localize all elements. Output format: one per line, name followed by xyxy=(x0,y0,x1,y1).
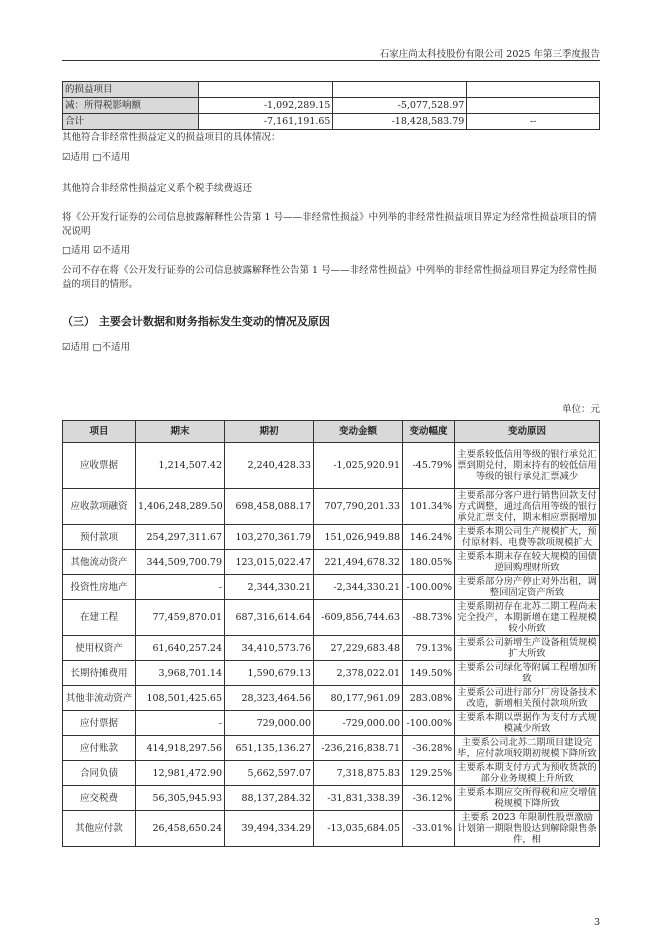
table-row xyxy=(63,600,600,636)
paragraph: 其他符合非经常性损益定义的损益项目的具体情况： xyxy=(62,132,281,143)
row-label: 合计 xyxy=(63,114,199,130)
item-name: 应收票据 xyxy=(63,443,136,489)
change-reason: 主要系本期应交所得税和应交增值税规模下降所致 xyxy=(455,786,600,811)
column-header: 变动金额 xyxy=(314,421,403,443)
item-name: 其他应付款 xyxy=(63,811,136,847)
value-cell: 80,177,961.09 xyxy=(314,686,403,711)
value-cell: 3,968,701.14 xyxy=(136,661,225,686)
cell xyxy=(333,82,467,98)
item-name: 预付款项 xyxy=(63,525,136,550)
value-cell: 26,458,650.24 xyxy=(136,811,225,847)
change-reason: 主要系本期支付方式为预收货款的部分业务规模上升所致 xyxy=(455,761,600,786)
value-cell: 221,494,678.32 xyxy=(314,550,403,575)
change-reason: 主要系本期末存在较大规模的国债逆回购理财所致 xyxy=(455,550,600,575)
value-cell: 34,410,573.76 xyxy=(225,636,314,661)
value-cell: 79.13% xyxy=(403,636,455,661)
table-row xyxy=(63,686,600,711)
value-cell: 2,240,428.33 xyxy=(225,443,314,489)
table-row xyxy=(63,636,600,661)
value-cell: -2,344,330.21 xyxy=(314,575,403,600)
value-cell: 28,323,464.56 xyxy=(225,686,314,711)
table-row xyxy=(63,443,600,489)
cell xyxy=(467,82,600,98)
value-cell: 108,501,425.65 xyxy=(136,686,225,711)
change-reason: 主要系本期公司生产规模扩大，预付原材料、电费等款项规模扩大 xyxy=(455,525,600,550)
item-name: 合同负债 xyxy=(63,761,136,786)
cell xyxy=(198,82,333,98)
cell xyxy=(467,98,600,114)
value-cell: - xyxy=(136,711,225,736)
financial-changes-table xyxy=(62,420,600,847)
table-row xyxy=(63,575,600,600)
item-name: 应付票据 xyxy=(63,711,136,736)
paragraph: 其他符合非经常性损益定义系个税手续费返还 xyxy=(62,183,253,194)
value-cell: -236,216,838.71 xyxy=(314,736,403,761)
value-cell: 1,406,248,289.50 xyxy=(136,489,225,525)
row-label: 的损益项目 xyxy=(63,82,199,98)
applicability-checkbox: □适用 ☑不适用 xyxy=(62,245,131,256)
value-cell: 254,297,311.67 xyxy=(136,525,225,550)
item-name: 应付账款 xyxy=(63,736,136,761)
row-label: 减：所得税影响额 xyxy=(63,98,199,114)
column-header: 项目 xyxy=(63,421,136,443)
cell: -7,161,191.65 xyxy=(198,114,333,130)
value-cell: 2,378,022.01 xyxy=(314,661,403,686)
change-reason: 主要系本期以票据作为支付方式规模减少所致 xyxy=(455,711,600,736)
value-cell: -31,831,338.39 xyxy=(314,786,403,811)
value-cell: 129.25% xyxy=(403,761,455,786)
paragraph: 将《公开发行证券的公司信息披露解释性公告第 1 号——非经常性损益》中列举的非经常性损益项目界定为经常性损益项目的情况说明 xyxy=(62,212,597,237)
value-cell: 687,316,614.64 xyxy=(225,600,314,636)
value-cell: 149.50% xyxy=(403,661,455,686)
value-cell: 180.05% xyxy=(403,550,455,575)
value-cell: 12,981,472.90 xyxy=(136,761,225,786)
value-cell: -729,000.00 xyxy=(314,711,403,736)
value-cell: 56,305,945.93 xyxy=(136,786,225,811)
change-reason: 主要系期初存在北苏二期工程尚未完全投产，本期新增在建工程规模较小所致 xyxy=(455,600,600,636)
value-cell: -33.01% xyxy=(403,811,455,847)
value-cell: 283.08% xyxy=(403,686,455,711)
table-header-row xyxy=(63,421,600,443)
item-name: 应交税费 xyxy=(63,786,136,811)
value-cell: -1,025,920.91 xyxy=(314,443,403,489)
value-cell: 77,459,870.01 xyxy=(136,600,225,636)
table-row xyxy=(63,811,600,847)
applicability-checkbox: ☑适用 □不适用 xyxy=(62,342,131,353)
value-cell: 414,918,297.56 xyxy=(136,736,225,761)
value-cell: 103,270,361.79 xyxy=(225,525,314,550)
value-cell: 1,214,507.42 xyxy=(136,443,225,489)
table-row xyxy=(63,98,600,114)
report-header: 石家庄尚太科技股份有限公司 2025 年第三季度报告 xyxy=(379,49,600,60)
value-cell: 344,509,700.79 xyxy=(136,550,225,575)
value-cell: - xyxy=(136,575,225,600)
cell: -18,428,583.79 xyxy=(333,114,467,130)
non-recurring-summary-table xyxy=(62,81,600,130)
item-name: 其他流动资产 xyxy=(63,550,136,575)
value-cell: 27,229,683.48 xyxy=(314,636,403,661)
section-title: （三） 主要会计数据和财务指标发生变动的情况及原因 xyxy=(62,315,330,328)
value-cell: -88.73% xyxy=(403,600,455,636)
header-divider xyxy=(62,60,600,61)
column-header: 变动幅度 xyxy=(403,421,455,443)
value-cell: 698,458,088.17 xyxy=(225,489,314,525)
change-reason: 主要系公司进行部分厂房设备技术改造，新增相关预付款项所致 xyxy=(455,686,600,711)
value-cell: 39,494,334.29 xyxy=(225,811,314,847)
cell: -5,077,528.97 xyxy=(333,98,467,114)
table-row xyxy=(63,525,600,550)
cell: -- xyxy=(467,114,600,130)
change-reason: 主要系 2023 年限制性股票激励计划第一期限售股达到解除限售条件，相 xyxy=(455,811,600,847)
value-cell: 5,662,597.07 xyxy=(225,761,314,786)
value-cell: 61,640,257.24 xyxy=(136,636,225,661)
value-cell: 707,790,201.33 xyxy=(314,489,403,525)
value-cell: -36.28% xyxy=(403,736,455,761)
paragraph: 公司不存在将《公开发行证券的公司信息披露解释性公告第 1 号——非经常性损益》中列举的非经常性损益项目界定为经常性损益的项目的情形。 xyxy=(62,265,597,290)
column-header: 期末 xyxy=(136,421,225,443)
change-reason: 主要系公司绿化等附属工程增加所致 xyxy=(455,661,600,686)
item-name: 在建工程 xyxy=(63,600,136,636)
value-cell: -45.79% xyxy=(403,443,455,489)
item-name: 应收款项融资 xyxy=(63,489,136,525)
cell: -1,092,289.15 xyxy=(198,98,333,114)
value-cell: -13,035,684.05 xyxy=(314,811,403,847)
change-reason: 主要系较低信用等级的银行承兑汇票到期兑付，期末持有的较低信用等级的银行承兑汇票减少 xyxy=(455,443,600,489)
value-cell: 7,318,875.83 xyxy=(314,761,403,786)
table-row xyxy=(63,82,600,98)
value-cell: 651,135,136.27 xyxy=(225,736,314,761)
value-cell: 146.24% xyxy=(403,525,455,550)
change-reason: 主要系部分房产停止对外出租，调整回固定资产所致 xyxy=(455,575,600,600)
value-cell: -100.00% xyxy=(403,575,455,600)
value-cell: 151,026,949.88 xyxy=(314,525,403,550)
change-reason: 主要系公司新增生产设备租赁规模扩大所致 xyxy=(455,636,600,661)
value-cell: -36.12% xyxy=(403,786,455,811)
table-row xyxy=(63,550,600,575)
table-row xyxy=(63,489,600,525)
unit-label: 单位：元 xyxy=(561,404,600,415)
table-row xyxy=(63,661,600,686)
change-reason: 主要系公司北苏二期项目建设完毕，应付款项较期初规模下降所致 xyxy=(455,736,600,761)
table-row xyxy=(63,736,600,761)
column-header: 变动原因 xyxy=(455,421,600,443)
value-cell: 88,137,284.32 xyxy=(225,786,314,811)
change-reason: 主要系部分客户进行销售回款支付方式调整，通过高信用等级的银行承兑汇票支付，期末相应票据增加 xyxy=(455,489,600,525)
item-name: 使用权资产 xyxy=(63,636,136,661)
value-cell: 101.34% xyxy=(403,489,455,525)
table-row xyxy=(63,786,600,811)
value-cell: 2,344,330.21 xyxy=(225,575,314,600)
page-number: 3 xyxy=(593,917,600,928)
value-cell: -100.00% xyxy=(403,711,455,736)
item-name: 其他非流动资产 xyxy=(63,686,136,711)
item-name: 投资性房地产 xyxy=(63,575,136,600)
value-cell: 1,590,679.13 xyxy=(225,661,314,686)
value-cell: -609,856,744.63 xyxy=(314,600,403,636)
table-row xyxy=(63,711,600,736)
column-header: 期初 xyxy=(225,421,314,443)
value-cell: 123,015,022.47 xyxy=(225,550,314,575)
item-name: 长期待摊费用 xyxy=(63,661,136,686)
table-row xyxy=(63,761,600,786)
applicability-checkbox: ☑适用 □不适用 xyxy=(62,152,131,163)
table-row xyxy=(63,114,600,130)
value-cell: 729,000.00 xyxy=(225,711,314,736)
